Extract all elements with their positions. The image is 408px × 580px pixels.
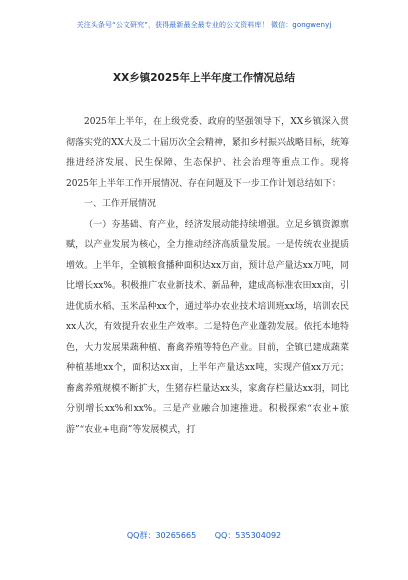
document-title: XX乡镇2025年上半年度工作情况总结 — [113, 72, 295, 84]
intro-paragraph: 2025年上半年，在上级党委、政府的坚强领导下，XX乡镇深入贯彻落实党的XX大及二十届历次全会精神，紧扣乡村振兴战略目标，统筹推进经济发展、民生保障、生态保护、社会治理等重点工作。现将2025年上半年工作开展情况、存在问题及下一步工作计划总结如下： — [66, 117, 349, 189]
footer-banner — [0, 530, 408, 541]
section-heading: 一、工作开展情况 — [84, 199, 157, 209]
footer-qq-group: QQ群：30265665 — [126, 531, 197, 540]
footer-qq: QQ：535304092 — [214, 531, 282, 540]
header-banner: 关注头条号“公文研究”，获得最新最全最专业的公文资料库！ 微信：gongwenyj — [76, 21, 332, 29]
document-body — [66, 112, 349, 440]
body-paragraph: （一）夯基础、育产业，经济发展动能持续增强。立足乡镇资源禀赋，以产业发展为核心，全力推动经济高质量发展。一是传统农业提质增效。上半年，全镇粮食播种面积达xx万亩，预计总产量达xx万吨，同比增长xx%。积极推广农业新技术、新品种，建成高标准农田xx亩，引进优质水稻、玉米品种xx个，通过举办农业技术培训班xx场，培训农民xx人次，有效提升农业生产效率。二是特色产业蓬勃发展。依托本地特色，大力发展果蔬种植、畜禽养殖等特色产业。目前，全镇已建成蔬菜种植基地xx个，面积达xx亩，上半年产量达xx吨，实现产值xx万元；畜禽养殖规模不断扩大，生猪存栏量达xx头，家禽存栏量达xx羽，同比分别增长xx%和xx%。三是产业融合加速推进。积极探索“农业+旅游”“农业+电商”等发展模式，打 — [66, 219, 349, 435]
